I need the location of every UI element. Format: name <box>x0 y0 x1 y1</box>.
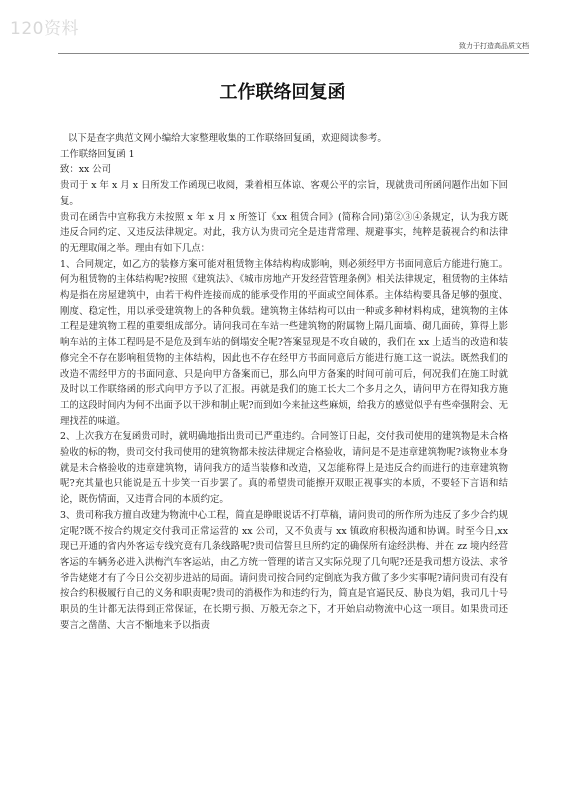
letter-recipient: 致：xx 公司 <box>60 164 112 176</box>
header-divider <box>58 53 529 54</box>
intro-paragraph: 以下是查字典范文网小编给大家整理收集的工作联络回复函，欢迎阅读参考。 <box>68 133 387 144</box>
body-paragraph: 1、合同规定，如乙方的装修方案可能对租赁物主体结构构成影响，则必须经甲方书面同意后方能进行施工。何为租赁物的主体结构呢?按照《建筑法》、《城市房地产开发经营管理条例》相关法律规定，租赁物的主体结构是指在房屋建筑中，由若干构件连接而成的能承受作用的平面或空间体系。主体结构要具备足够的强度、刚度、稳定性，用以承受建筑物上的各种负载。建筑物主体结构可以由一种或多种材料构成，建筑物的主体工程是建筑物工程的重要组成部分。请问我司在车站一些建筑物的附属物上隔几面墙、砌几面砖，算得上影响车站的主体工程吗是不是危及到车站的倒塌安全呢?答案显现是不攻自破的，我们在 xx 上适当的改造和装修完全不存在影响租赁物的主体结构，因此也不存在经甲方书面同意后方能进行施工这一说法。既然我们的改造不需经甲方的书面同意、只是向甲方备案而已，那么向甲方备案的时间可前可后，何况我们在施工时就及时以工作联络函的形式向甲方予以了汇报。再就是我们的施工长大二个多月之久，请问甲方在得知我方施工的这段时间内为何不出面予以干涉和制止呢?而到如今来扯这些麻烦，给我方的感觉似乎有些牵强附会、无理找茬的味道。 <box>60 258 508 427</box>
document-title: 工作联络回复函 <box>219 82 346 103</box>
header-note: 致力于打造高品质文档 <box>459 42 529 50</box>
document-body <box>60 131 508 634</box>
letter-subtitle: 工作联络回复函 1 <box>60 148 135 160</box>
watermark: 120资料 <box>10 19 79 39</box>
body-paragraph: 贵司于 x 年 x 月 x 日所发工作函现已收阅，秉着相互体谅、客观公平的宗旨，现就贵司所函问题作出如下回复。 <box>60 180 508 207</box>
body-paragraph: 贵司在函告中宣称我方未按照 x 年 x 月 x 所签订《xx 租赁合同》(简称合同)第②③④条规定，认为我方既违反合同约定、又违反法律规定。对此，我方认为贵司完全是违背常理、规避事实，纯粹是藐视合约和法律的无理取闹之举。理由有如下几点： <box>60 211 508 254</box>
body-paragraph: 2、上次我方在复函贵司时，就明确地指出贵司已严重违约。合同签订日起，交付我司使用的建筑物是未合格验收的标的物，贵司交付我司使用的建筑物都未按法律规定合格验收，请问是不是违章建筑物呢?该物业本身就是未合格验收的违章建筑物，请问我方的适当装修和改造，又怎能称得上是违反合约而进行的违章建筑物呢?充其量也只能说是五十步笑一百步罢了。真的希望贵司能擦开双眼正视事实的本质，不要轻下言语和结论，既伤情面，又违背合同的本质约定。 <box>60 431 508 506</box>
body-paragraph: 3、贵司称我方擅自改建为物流中心工程，简直是睁眼说话不打草稿，请问贵司的所作所为违反了多少合约规定呢?既不按合约规定交付我司正常运营的 xx 公司，又不负责与 xx 镇政府积极沟通和协调。时至今日,xx 现已开通的省内外客运专线究竟有几条线路呢?贵司信誓旦旦所约定的确保所有途经洪梅、并在 zz 境内经营客运的车辆务必进入洪梅汽车客运站，由乙方统一管理的诺言又实际兑现了几句呢?还是我司想方设法、求爷爷告姥姥才有了今日公交初步进站的局面。请问贵司按合同约定倒底为我方做了多少实事呢?请问贵司有没有按合约积极履行自己的义务和职责呢?贵司的消极作为和违约行为，简直是官逼民反、胁良为娼，我司几十号职员的生计都无法得到正常保证，在长期亏损、万般无奈之下，才开始启动物流中心这一项目。如果贵司还要言之凿凿、大言不惭地来予以指责 <box>60 509 508 631</box>
